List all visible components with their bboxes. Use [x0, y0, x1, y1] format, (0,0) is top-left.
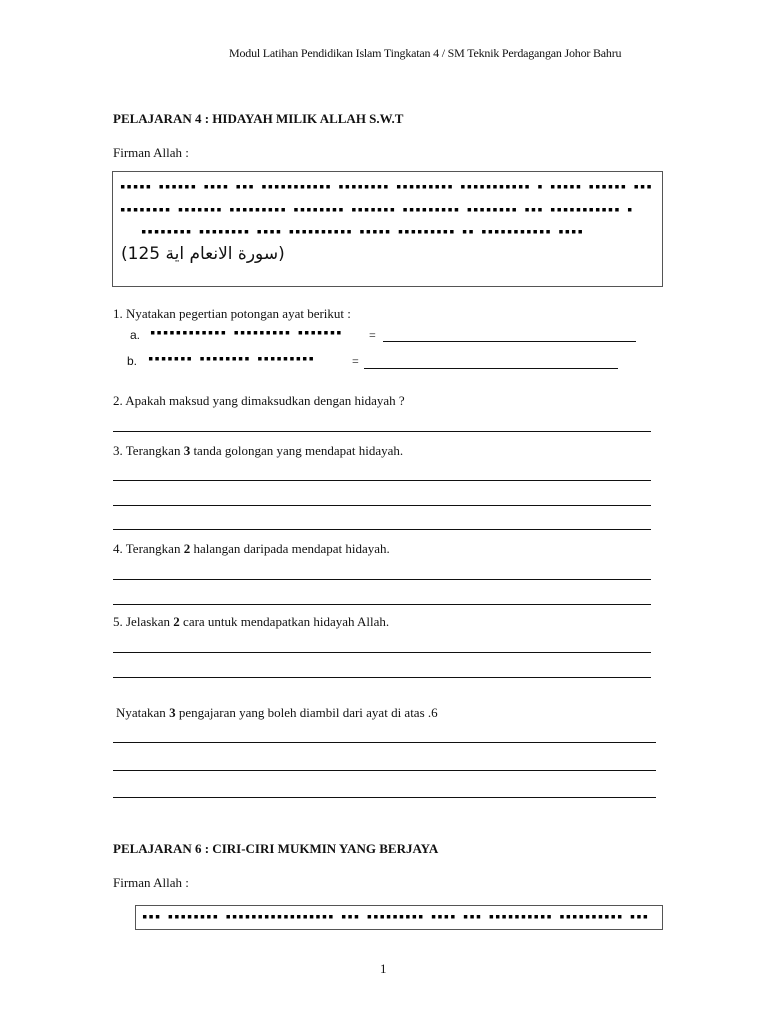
q1-a-answer-line[interactable]	[383, 341, 636, 342]
q1-a-glyphs: ▪▪▪▪▪▪▪▪▪▪▪▪ ▪▪▪▪▪▪▪▪▪ ▪▪▪▪▪▪▪	[150, 328, 343, 338]
verse-line: ▪▪▪ ▪▪▪▪▪▪▪▪ ▪▪▪▪▪▪▪▪▪▪▪▪▪▪▪▪▪ ▪▪▪ ▪▪▪▪▪▪▪▪▪ ▪▪▪▪ ▪▪▪ ▪▪▪▪▪▪▪▪▪▪ ▪▪▪▪▪▪▪▪▪▪ ▪▪▪	[142, 912, 650, 922]
answer-line[interactable]	[113, 677, 651, 678]
q1-a-equals: =	[369, 328, 376, 342]
lesson-6-title: PELAJARAN 6 : CIRI-CIRI MUKMIN YANG BERJAYA	[113, 841, 439, 856]
lesson-4-title: PELAJARAN 4 : HIDAYAH MILIK ALLAH S.W.T	[113, 111, 404, 126]
answer-line[interactable]	[113, 770, 656, 771]
firman-allah-label-2: Firman Allah :	[113, 875, 189, 890]
answer-line[interactable]	[113, 431, 651, 432]
q1-b-label: b.	[127, 354, 138, 368]
answer-line[interactable]	[113, 742, 656, 743]
surah-reference: (سورة الانعام اية 125)	[121, 244, 285, 264]
verse-line-3: ▪▪▪▪▪▪▪▪ ▪▪▪▪▪▪▪▪ ▪▪▪▪ ▪▪▪▪▪▪▪▪▪▪ ▪▪▪▪▪ ▪▪▪▪▪▪▪▪▪ ▪▪ ▪▪▪▪▪▪▪▪▪▪▪ ▪▪▪▪	[141, 227, 584, 237]
verse-line-1: ▪▪▪▪▪ ▪▪▪▪▪▪ ▪▪▪▪ ▪▪▪ ▪▪▪▪▪▪▪▪▪▪▪ ▪▪▪▪▪▪▪▪ ▪▪▪▪▪▪▪▪▪ ▪▪▪▪▪▪▪▪▪▪▪ ▪ ▪▪▪▪▪ ▪▪▪▪▪▪ ▪▪▪	[120, 182, 653, 192]
page-number: 1	[380, 961, 387, 976]
answer-line[interactable]	[113, 529, 651, 530]
page-header: Modul Latihan Pendidikan Islam Tingkatan 4 / SM Teknik Perdagangan Johor Bahru	[229, 46, 622, 60]
verse-line-2: ▪▪▪▪▪▪▪▪ ▪▪▪▪▪▪▪ ▪▪▪▪▪▪▪▪▪ ▪▪▪▪▪▪▪▪ ▪▪▪▪▪▪▪ ▪▪▪▪▪▪▪▪▪ ▪▪▪▪▪▪▪▪ ▪▪▪ ▪▪▪▪▪▪▪▪▪▪▪ ▪	[120, 205, 634, 215]
question-5: 5. Jelaskan 2 cara untuk mendapatkan hidayah Allah.	[113, 614, 390, 629]
q1-a-label: a.	[130, 328, 141, 342]
question-2: 2. Apakah maksud yang dimaksudkan dengan hidayah ?	[113, 393, 405, 408]
q1-b-glyphs: ▪▪▪▪▪▪▪ ▪▪▪▪▪▪▪▪ ▪▪▪▪▪▪▪▪▪	[148, 354, 315, 364]
answer-line[interactable]	[113, 579, 651, 580]
answer-line[interactable]	[113, 480, 651, 481]
answer-line[interactable]	[113, 652, 651, 653]
answer-line[interactable]	[113, 505, 651, 506]
answer-line[interactable]	[113, 604, 651, 605]
question-3: 3. Terangkan 3 tanda golongan yang mendapat hidayah.	[113, 443, 404, 458]
question-4: 4. Terangkan 2 halangan daripada mendapat hidayah.	[113, 541, 390, 556]
answer-line[interactable]	[113, 797, 656, 798]
verse-box	[112, 171, 663, 287]
q1-b-equals: =	[352, 354, 359, 368]
question-6: Nyatakan 3 pengajaran yang boleh diambil dari ayat di atas .6	[116, 705, 438, 720]
q1-b-answer-line[interactable]	[364, 368, 618, 369]
verse-box-2	[135, 905, 663, 930]
question-1: 1. Nyatakan pegertian potongan ayat berikut :	[113, 306, 351, 321]
firman-allah-label: Firman Allah :	[113, 145, 189, 160]
